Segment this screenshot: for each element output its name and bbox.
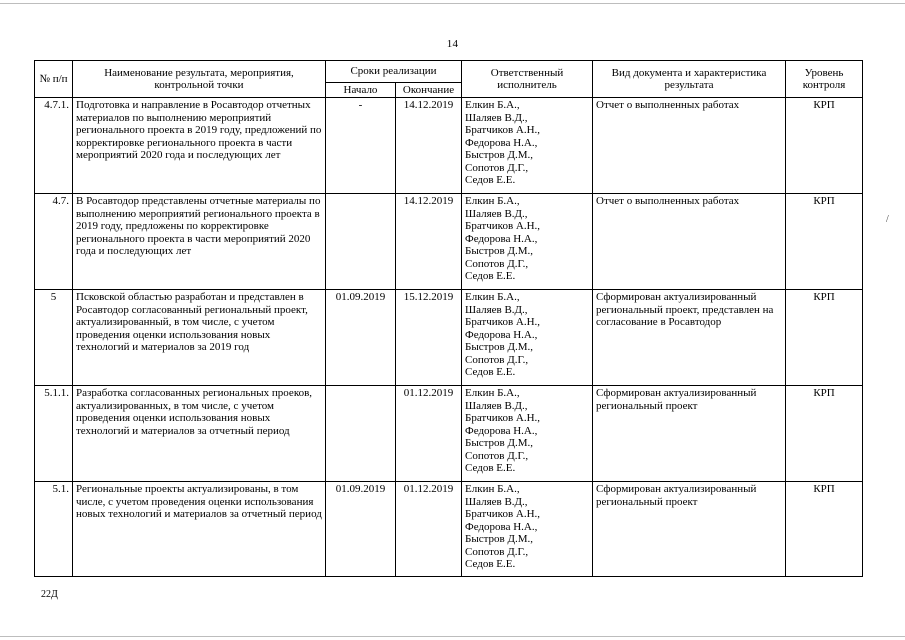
row-name: Псковской областью разработан и представлен в Росавтодор согласованный региональный проект, актуализированный, в том числе, с учетом проведения оценки использования новых технологий и материалов за 2019 год (73, 290, 326, 386)
row-executors (462, 290, 593, 386)
scan-edge-top (0, 3, 905, 4)
row-name: Разработка согласованных региональных проеков, актуализированных, в том числе, с учетом проведения оценки использования новых технологий и материалов за отчетный период (73, 386, 326, 482)
row-control-level: КРП (786, 386, 863, 482)
header-responsible: Ответственный исполнитель (462, 61, 593, 98)
executor-name: Елкин Б.А., (465, 291, 520, 303)
executor-name: Седов Е.Е. (465, 270, 516, 282)
executor-name: Братчиков А.Н., (465, 412, 541, 424)
executor-name: Седов Е.Е. (465, 462, 516, 474)
row-end-date: 01.12.2019 (396, 482, 462, 577)
row-start-date: - (326, 98, 396, 194)
row-document: Сформирован актуализированный региональный проект (593, 482, 786, 577)
row-name: Подготовка и направление в Росавтодор отчетных материалов по выполнению мероприятий регионального проекта в 2019 году, предложений по корректировке регионального проекта в части мероприятий 2020 года и последующих лет (73, 98, 326, 194)
row-control-level: КРП (786, 290, 863, 386)
executor-name: Братчиков А.Н., (465, 508, 541, 520)
header-level: Уровень контроля (786, 61, 863, 98)
row-name: В Росавтодор представлены отчетные материалы по выполнению мероприятий регионального проекта в 2019 году, предложены по корректировке регионального проекта в части мероприятий 2020 года и последующих лет (73, 194, 326, 290)
executor-name: Елкин Б.А., (465, 99, 520, 111)
row-executors (462, 194, 593, 290)
executor-name: Шаляев В.Д., (465, 207, 528, 220)
executor-name: Елкин Б.А., (465, 195, 520, 207)
executor-name: Елкин Б.А., (465, 387, 520, 399)
executor-name: Федорова Н.А., (465, 232, 538, 245)
row-start-date: 01.09.2019 (326, 290, 396, 386)
row-control-level: КРП (786, 194, 863, 290)
executor-name: Федорова Н.А., (465, 328, 538, 341)
executor-name: Федорова Н.А., (465, 520, 538, 533)
header-terms: Сроки реализации (326, 61, 462, 83)
row-executors (462, 482, 593, 577)
executor-name: Седов Е.Е. (465, 174, 516, 186)
row-document: Отчет о выполненных работах (593, 98, 786, 194)
row-start-date (326, 194, 396, 290)
row-document: Сформирован актуализированный региональный проект, представлен на согласование в Росавтодор (593, 290, 786, 386)
executor-name: Седов Е.Е. (465, 558, 516, 570)
executor-name: Сопотов Д.Г., (465, 257, 529, 270)
row-executors (462, 386, 593, 482)
executor-name: Братчиков А.Н., (465, 124, 541, 136)
row-number: 5 (35, 290, 73, 386)
table-body (35, 98, 863, 577)
executor-name: Сопотов Д.Г., (465, 353, 529, 366)
executor-name: Быстров Д.М., (465, 437, 534, 449)
plan-table (34, 60, 863, 577)
executor-name: Шаляев В.Д., (465, 399, 528, 412)
row-control-level: КРП (786, 482, 863, 577)
row-end-date: 14.12.2019 (396, 194, 462, 290)
executor-name: Елкин Б.А., (465, 483, 520, 495)
executor-name: Быстров Д.М., (465, 245, 534, 257)
row-number: 5.1. (35, 482, 73, 577)
executor-name: Братчиков А.Н., (465, 220, 541, 232)
row-document: Отчет о выполненных работах (593, 194, 786, 290)
row-name: Региональные проекты актуализированы, в том числе, с учетом проведения оценки использования новых технологий и материалов за отчетный период (73, 482, 326, 577)
executor-name: Шаляев В.Д., (465, 495, 528, 508)
executor-name: Шаляев В.Д., (465, 303, 528, 316)
executor-name: Братчиков А.Н., (465, 316, 541, 328)
executor-name: Сопотов Д.Г., (465, 161, 529, 174)
header-start: Начало (326, 83, 396, 98)
table-row (35, 386, 863, 482)
header-name: Наименование результата, мероприятия, контрольной точки (73, 61, 326, 98)
executor-name: Быстров Д.М., (465, 149, 534, 161)
scan-edge-bottom (0, 636, 905, 637)
table-header-row (35, 61, 863, 83)
header-doc: Вид документа и характеристика результата (593, 61, 786, 98)
table-row (35, 482, 863, 577)
page-number: 14 (446, 38, 459, 50)
row-end-date: 15.12.2019 (396, 290, 462, 386)
table-row (35, 194, 863, 290)
executor-name: Федорова Н.А., (465, 136, 538, 149)
row-end-date: 01.12.2019 (396, 386, 462, 482)
stray-mark: / (886, 214, 889, 225)
executor-name: Быстров Д.М., (465, 533, 534, 545)
executor-name: Шаляев В.Д., (465, 111, 528, 124)
executor-name: Сопотов Д.Г., (465, 545, 529, 558)
row-document: Сформирован актуализированный региональный проект (593, 386, 786, 482)
executor-name: Федорова Н.А., (465, 424, 538, 437)
table-row (35, 98, 863, 194)
header-end: Окончание (396, 83, 462, 98)
footer-code: 22Д (41, 589, 58, 600)
executor-name: Седов Е.Е. (465, 366, 516, 378)
row-number: 4.7.1. (35, 98, 73, 194)
row-control-level: КРП (786, 98, 863, 194)
row-start-date (326, 386, 396, 482)
row-number: 5.1.1. (35, 386, 73, 482)
executor-name: Быстров Д.М., (465, 341, 534, 353)
row-executors (462, 98, 593, 194)
executor-name: Сопотов Д.Г., (465, 449, 529, 462)
row-end-date: 14.12.2019 (396, 98, 462, 194)
row-number: 4.7. (35, 194, 73, 290)
header-num: № п/п (35, 61, 73, 98)
table-row (35, 290, 863, 386)
row-start-date: 01.09.2019 (326, 482, 396, 577)
